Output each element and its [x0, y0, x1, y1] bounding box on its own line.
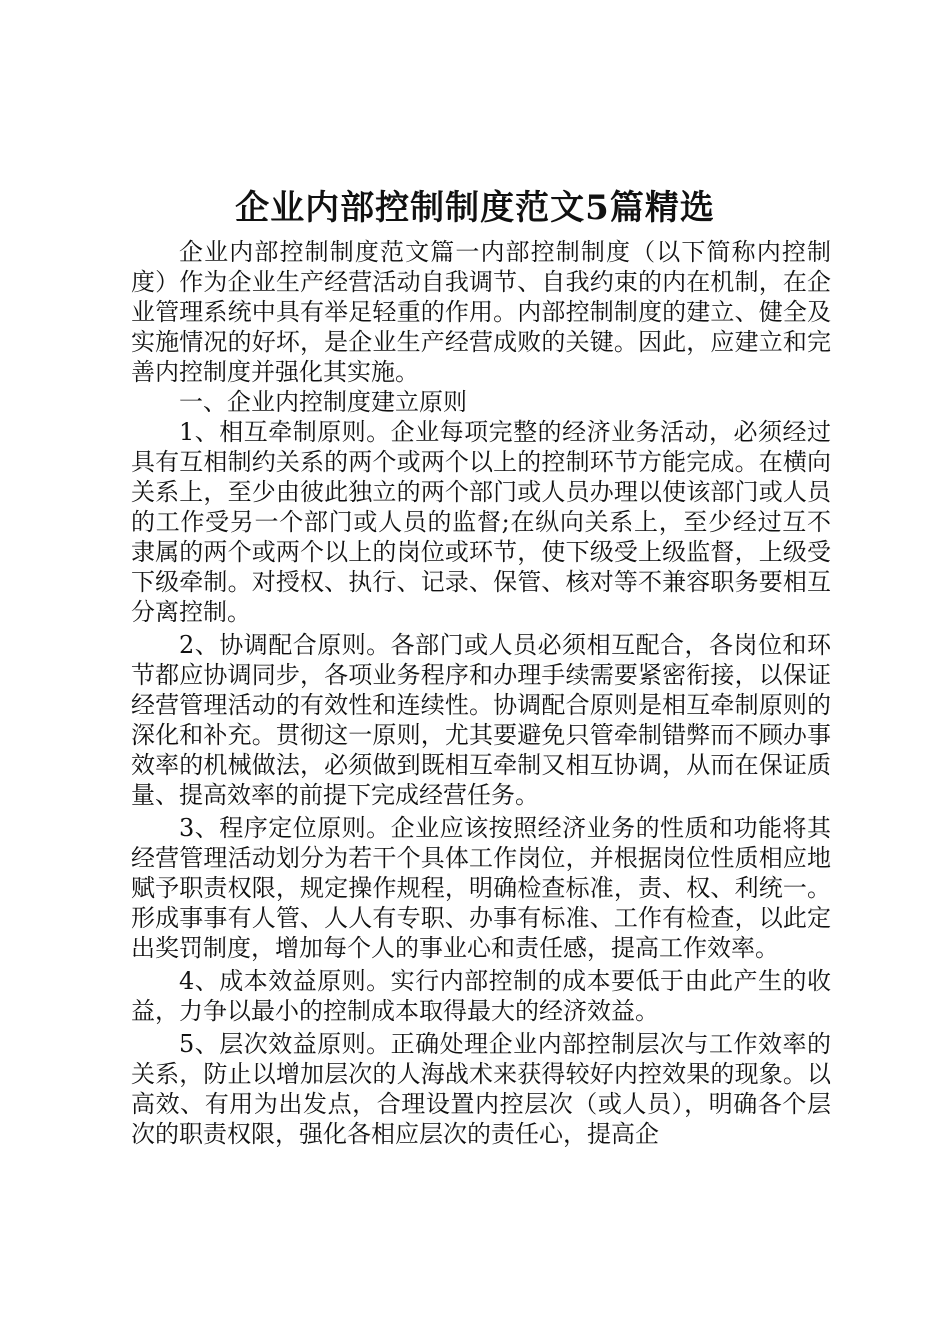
- paragraph-principle-4: 4、成本效益原则。实行内部控制的成本要低于由此产生的收益，力争以最小的控制成本取得最大的经济效益。: [131, 967, 831, 1025]
- document-title: 企业内部控制制度范文5篇精选: [235, 188, 715, 228]
- paragraph-principle-3: 3、程序定位原则。企业应该按照经济业务的性质和功能将其经营管理活动划分为若干个具体工作岗位，并根据岗位性质相应地赋予职责权限，规定操作规程，明确检查标准，责、权、利统一。形成事事有人管、人人有专职、办事有标准、工作有检查，以此定出奖罚制度，增加每个人的事业心和责任感，提高工作效率。: [131, 814, 831, 962]
- paragraph-principle-1: 1、相互牵制原则。企业每项完整的经济业务活动，必须经过具有互相制约关系的两个或两个以上的控制环节方能完成。在横向关系上，至少由彼此独立的两个部门或人员办理以使该部门或人员的工作受另一个部门或人员的监督;在纵向关系上，至少经过互不隶属的两个或两个以上的岗位或环节，使下级受上级监督，上级受下级牵制。对授权、执行、记录、保管、核对等不兼容职务要相互分离控制。: [131, 418, 831, 626]
- paragraph-intro: 企业内部控制制度范文篇一内部控制制度（以下简称内控制度）作为企业生产经营活动自我调节、自我约束的内在机制，在企业管理系统中具有举足轻重的作用。内部控制制度的建立、健全及实施情况的好坏，是企业生产经营成败的关键。因此，应建立和完善内控制度并强化其实施。: [131, 238, 831, 386]
- paragraph-principle-5: 5、层次效益原则。正确处理企业内部控制层次与工作效率的关系，防止以增加层次的人海战术来获得较好内控效果的现象。以高效、有用为出发点，合理设置内控层次（或人员），明确各个层次的职责权限，强化各相应层次的责任心，提高企: [131, 1030, 831, 1148]
- paragraph-principle-2: 2、协调配合原则。各部门或人员必须相互配合，各岗位和环节都应协调同步，各项业务程序和办理手续需要紧密衔接，以保证经营管理活动的有效性和连续性。协调配合原则是相互牵制原则的深化和补充。贯彻这一原则，尤其要避免只管牵制错弊而不顾办事效率的机械做法，必须做到既相互牵制又相互协调，从而在保证质量、提高效率的前提下完成经营任务。: [131, 631, 831, 809]
- section-heading-principles: 一、企业内控制度建立原则: [179, 388, 467, 416]
- document-body: [131, 237, 831, 1149]
